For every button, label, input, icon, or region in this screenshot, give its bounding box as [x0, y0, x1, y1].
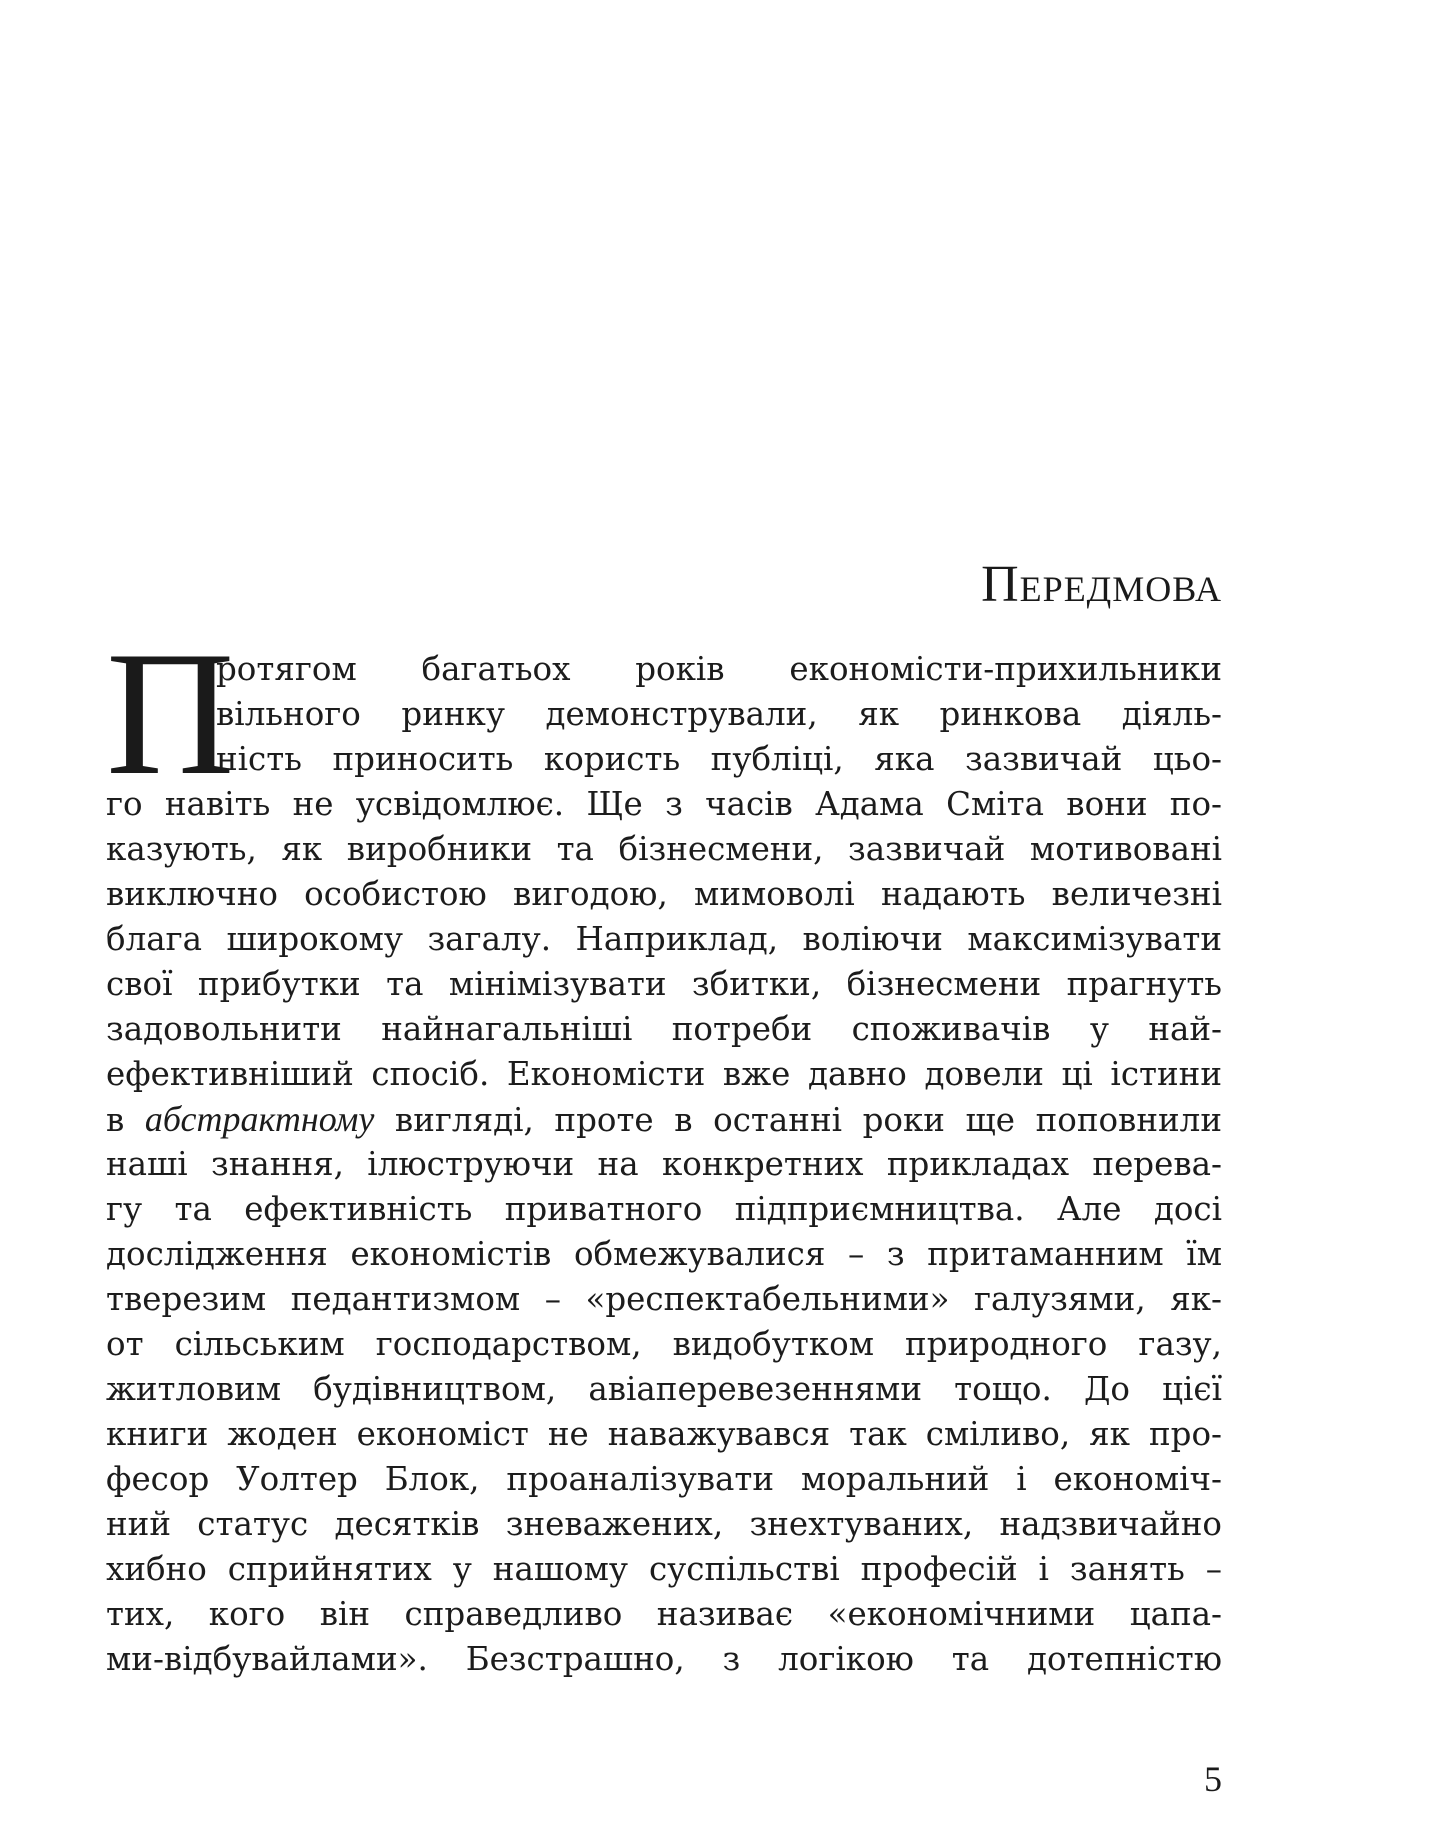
text-line: ний статус десятків зневажених, знехтуваних, надзвичайно	[106, 1505, 1222, 1543]
text-line: ротягом багатьох років економісти-прихильники	[216, 650, 1222, 688]
text-line: ефективніший спосіб. Економісти вже давно довели ці істини	[106, 1055, 1222, 1093]
text-line: го навіть не усвідомлює. Ще з часів Адама Сміта вони по-	[106, 785, 1222, 823]
italic-word: абстрактному	[144, 1099, 375, 1139]
text-line: свої прибутки та мінімізувати збитки, бізнесмени прагнуть	[106, 965, 1222, 1003]
text-line: вільного ринку демонстрували, як ринкова діяль-	[216, 695, 1222, 733]
text-fragment: вигляді, проте в останні роки ще поповнили	[374, 1101, 1222, 1139]
chapter-title: Передмова	[981, 556, 1222, 613]
text-line: от сільським господарством, видобутком природного газу,	[106, 1325, 1222, 1363]
text-line: хибно сприйнятих у нашому суспільстві професій і занять –	[106, 1550, 1222, 1588]
text-line: книги жоден економіст не наважувався так сміливо, як про-	[106, 1415, 1222, 1453]
drop-cap-letter: П	[106, 614, 235, 812]
text-line: блага широкому загалу. Наприклад, воліючи максимізувати	[106, 920, 1222, 958]
text-line: наші знання, ілюструючи на конкретних прикладах перева-	[106, 1145, 1222, 1183]
text-line: житловим будівництвом, авіаперевезеннями тощо. До цієї	[106, 1370, 1222, 1408]
text-line: виключно особистою вигодою, мимоволі надають величезні	[106, 875, 1222, 913]
text-line: тверезим педантизмом – «респектабельними» галузями, як-	[106, 1280, 1222, 1318]
page-number: 5	[1204, 1759, 1222, 1799]
text-line: ми-відбувайлами». Безстрашно, з логікою та дотепністю	[106, 1640, 1222, 1678]
text-line-with-italic	[106, 1097, 1222, 1142]
text-line: тих, кого він справедливо називає «економічними цапа-	[106, 1595, 1222, 1633]
text-line: гу та ефективність приватного підприємництва. Але досі	[106, 1190, 1222, 1228]
text-line: дослідження економістів обмежувалися – з притаманним їм	[106, 1235, 1222, 1273]
text-line: задовольнити найнагальніші потреби споживачів у най-	[106, 1010, 1222, 1048]
preface-paragraph	[106, 614, 1222, 1682]
text-line: фесор Уолтер Блок, проаналізувати моральний і економіч-	[106, 1460, 1222, 1498]
text-line: ність приносить користь публіці, яка зазвичай цьо-	[216, 740, 1222, 778]
text-line: казують, як виробники та бізнесмени, зазвичай мотивовані	[106, 830, 1222, 868]
text-fragment: в	[106, 1101, 145, 1139]
